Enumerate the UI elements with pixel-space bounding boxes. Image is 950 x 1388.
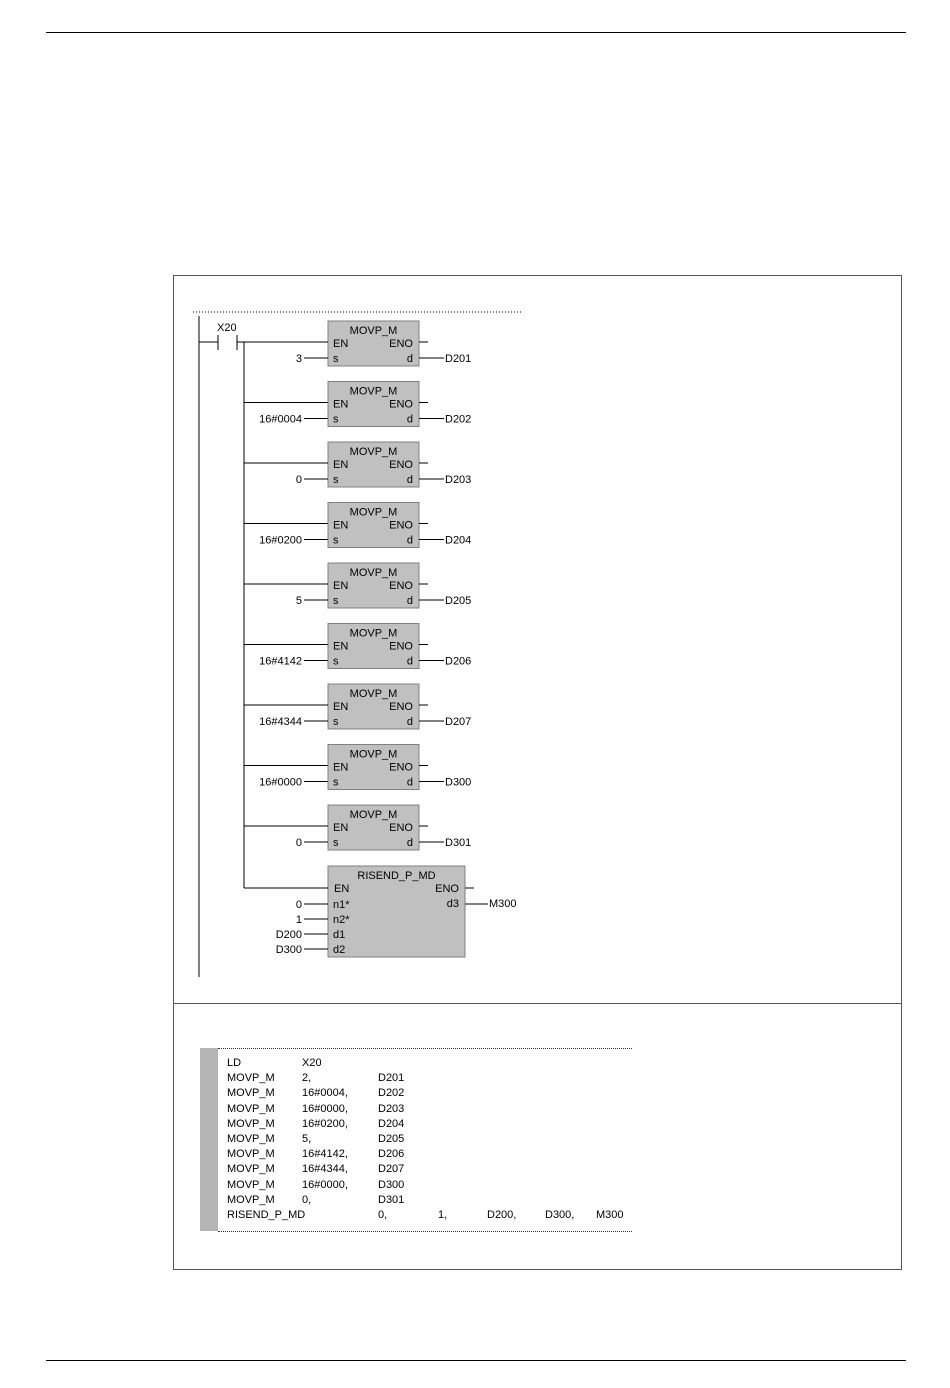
- output-pin: d: [406, 716, 413, 728]
- eno-pin: ENO: [389, 519, 413, 532]
- block-title: MOVP_M: [349, 325, 398, 337]
- il-operand: D301: [378, 1193, 405, 1206]
- dest-operand: D205: [445, 595, 472, 607]
- en-pin: EN: [333, 338, 349, 350]
- contact-label: X20: [217, 322, 237, 334]
- block-title: MOVP_M: [349, 627, 398, 640]
- page-footer-rule: [46, 1360, 906, 1361]
- input-pin: s: [333, 413, 339, 426]
- il-mnemonic: MOVP_M: [227, 1072, 275, 1085]
- block-title: MOVP_M: [349, 567, 398, 579]
- risend-input-operand: D200: [275, 929, 302, 941]
- eno-pin: ENO: [389, 640, 413, 653]
- source-operand: 0: [295, 837, 302, 849]
- en-pin: EN: [333, 822, 349, 834]
- il-operand: 16#4344,: [302, 1163, 348, 1176]
- eno-pin: ENO: [389, 459, 413, 471]
- il-line: [227, 1071, 647, 1086]
- dest-operand: D204: [445, 534, 472, 547]
- risend-input-operand: 0: [295, 899, 302, 911]
- risend-input-pin: d2: [333, 944, 346, 956]
- input-pin: s: [333, 595, 339, 607]
- risend-eno-pin: ENO: [435, 883, 459, 895]
- block-title: MOVP_M: [349, 385, 398, 398]
- input-pin: s: [333, 776, 339, 789]
- source-operand: 0: [295, 474, 302, 486]
- source-operand: 5: [295, 595, 302, 607]
- il-line: [227, 1102, 647, 1117]
- source-operand: 16#0004: [259, 413, 302, 426]
- input-pin: s: [333, 837, 339, 849]
- risend-input-pin: n2*: [333, 914, 350, 926]
- eno-pin: ENO: [389, 338, 413, 350]
- il-operand: D200,: [487, 1209, 517, 1221]
- block-title: MOVP_M: [349, 446, 398, 458]
- eno-pin: ENO: [389, 761, 413, 774]
- il-line: [227, 1086, 647, 1101]
- il-line: [227, 1056, 647, 1071]
- il-line: [227, 1178, 647, 1193]
- il-operand: 0,: [302, 1193, 312, 1206]
- il-line: [227, 1193, 647, 1208]
- il-mnemonic: MOVP_M: [227, 1133, 275, 1145]
- il-line: [227, 1117, 647, 1132]
- eno-pin: ENO: [389, 580, 413, 592]
- il-operand: D204: [378, 1117, 405, 1130]
- il-operand: M300: [596, 1209, 624, 1221]
- il-line: [227, 1147, 647, 1162]
- en-pin: EN: [333, 640, 349, 653]
- dest-operand: D202: [445, 413, 472, 426]
- dest-operand: D301: [445, 837, 472, 849]
- output-pin: d: [406, 595, 413, 607]
- input-pin: s: [333, 534, 339, 547]
- il-bottom-border: [218, 1231, 632, 1232]
- il-operand: 16#4142,: [302, 1148, 348, 1161]
- il-mnemonic: MOVP_M: [227, 1117, 275, 1130]
- output-pin: d: [406, 655, 413, 668]
- il-operand: X20: [302, 1057, 322, 1069]
- block-title: MOVP_M: [349, 809, 398, 821]
- il-line: [227, 1132, 647, 1147]
- block-title: MOVP_M: [349, 506, 398, 519]
- il-operand: D202: [378, 1087, 405, 1100]
- block-title: MOVP_M: [349, 688, 398, 700]
- il-operand: 16#0200,: [302, 1117, 348, 1130]
- il-operand: D300,: [545, 1209, 575, 1221]
- dest-operand: D201: [445, 353, 472, 365]
- il-operand: D206: [378, 1148, 405, 1161]
- risend-output-operand: M300: [489, 898, 517, 910]
- risend-en-pin: EN: [334, 883, 350, 895]
- en-pin: EN: [333, 398, 349, 411]
- risend-input-pin: n1*: [333, 899, 350, 911]
- risend-title: RISEND_P_MD: [357, 870, 436, 882]
- eno-pin: ENO: [389, 701, 413, 713]
- en-pin: EN: [333, 459, 349, 471]
- dest-operand: D300: [445, 776, 472, 789]
- en-pin: EN: [333, 580, 349, 592]
- risend-input-operand: D300: [275, 944, 302, 956]
- il-mnemonic: MOVP_M: [227, 1163, 275, 1176]
- il-operand: 0,: [378, 1209, 388, 1221]
- en-pin: EN: [333, 701, 349, 713]
- il-operand: 16#0000,: [302, 1178, 348, 1191]
- source-operand: 16#0000: [259, 776, 302, 789]
- source-operand: 3: [295, 353, 302, 365]
- il-operand: D201: [378, 1072, 405, 1085]
- il-operand: 2,: [302, 1072, 312, 1085]
- output-pin: d: [406, 474, 413, 486]
- eno-pin: ENO: [389, 822, 413, 834]
- dest-operand: D206: [445, 655, 472, 668]
- il-sidebar: [200, 1048, 218, 1231]
- source-operand: 16#4344: [259, 716, 302, 728]
- output-pin: d: [406, 353, 413, 365]
- block-title: MOVP_M: [349, 748, 398, 761]
- il-mnemonic: RISEND_P_MD: [227, 1209, 306, 1221]
- il-operand: 1,: [438, 1209, 448, 1221]
- il-operand: D300: [378, 1178, 405, 1191]
- input-pin: s: [333, 474, 339, 486]
- risend-input-pin: d1: [333, 929, 346, 941]
- input-pin: s: [333, 353, 339, 365]
- il-line: [227, 1208, 647, 1223]
- en-pin: EN: [333, 519, 349, 532]
- il-operand: D203: [378, 1102, 405, 1115]
- il-mnemonic: MOVP_M: [227, 1193, 275, 1206]
- il-mnemonic: MOVP_M: [227, 1148, 275, 1161]
- source-operand: 16#4142: [259, 655, 302, 668]
- il-operand: D205: [378, 1133, 405, 1145]
- il-mnemonic: LD: [227, 1057, 242, 1069]
- source-operand: 16#0200: [259, 534, 302, 547]
- risend-out-pin: d3: [446, 898, 459, 910]
- output-pin: d: [406, 837, 413, 849]
- output-pin: d: [406, 776, 413, 789]
- il-mnemonic: MOVP_M: [227, 1087, 275, 1100]
- risend-input-operand: 1: [295, 914, 302, 926]
- il-line: [227, 1162, 647, 1177]
- input-pin: s: [333, 655, 339, 668]
- il-operand: D207: [378, 1163, 405, 1176]
- il-operand: 5,: [302, 1133, 312, 1145]
- il-operand: 16#0000,: [302, 1102, 348, 1115]
- input-pin: s: [333, 716, 339, 728]
- il-top-border: [218, 1048, 632, 1049]
- output-pin: d: [406, 534, 413, 547]
- en-pin: EN: [333, 761, 349, 774]
- output-pin: d: [406, 413, 413, 426]
- eno-pin: ENO: [389, 398, 413, 411]
- il-mnemonic: MOVP_M: [227, 1178, 275, 1191]
- dest-operand: D207: [445, 716, 472, 728]
- il-operand: 16#0004,: [302, 1087, 348, 1100]
- il-mnemonic: MOVP_M: [227, 1102, 275, 1115]
- dest-operand: D203: [445, 474, 472, 486]
